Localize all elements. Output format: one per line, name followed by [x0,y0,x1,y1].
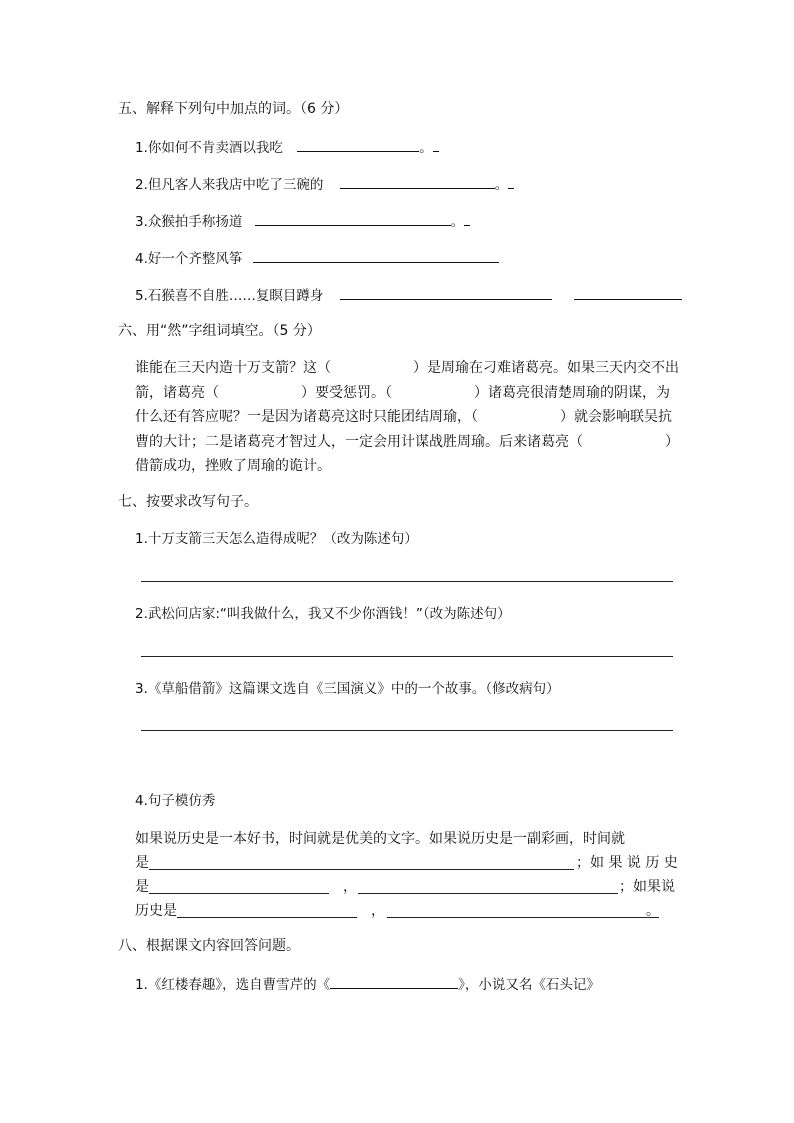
s7-answer-line-1[interactable] [141,581,673,582]
s5-item-3-blank[interactable] [255,211,451,226]
section-6-title: 六、用“然”字组词填空。（5 分） [118,323,321,339]
s7-imitate-blank-1[interactable] [149,869,574,870]
s8-item-1: 1.《红楼春趣》，选自曹雪芹的《 》，小说又名《石头记》 [135,974,600,994]
s5-item-2-text: 2.但凡客人来我店中吃了三碗的 [135,177,324,193]
s7-imitate-hist: 历史是 [135,903,177,919]
s5-item-4-text: 4.好一个齐整风筝 [135,251,243,267]
s5-item-5-text: 5.石猴喜不自胜……复瞑目蹲身 [135,288,324,304]
s7-imitate-blank-3[interactable] [358,893,618,894]
s5-item-1-blank[interactable] [297,137,419,152]
s7-imitate-blank-5[interactable] [387,917,659,918]
s8-item-1-blank[interactable] [330,974,458,989]
s7-item-1: 1.十万支箭三天怎么造得成呢？（改为陈述句） [135,531,418,547]
s7-imitate-is-2: 是 [135,879,149,895]
s7-imitate-blank-2[interactable] [149,893,329,894]
s6-line-3: 什么还有答应呢？一是因为诸葛亮这时只能团结周瑜，（ ）就会影响联吴抗 [135,409,672,425]
s5-item-2: 2.但凡客人来我店中吃了三碗的 。 [135,174,514,194]
s7-imitate-is-1: 是 [135,855,149,871]
s5-item-4-blank[interactable] [253,248,499,263]
s7-imitate-period: 。 [646,903,660,919]
s6-line-1: 谁能在三天内造十万支箭？这（ ）是周瑜在刁难诸葛亮。如果三天内交不出 [135,360,679,376]
s7-answer-line-2[interactable] [141,656,673,657]
s5-item-4 [135,248,499,268]
s7-imitate-blank-4[interactable] [177,917,357,918]
s7-item-2: 2.武松问店家:“叫我做什么，我又不少你酒钱！”（改为陈述句） [135,606,511,622]
s5-item-1: 1.你如何不肯卖酒以我吃 。 [135,137,439,157]
section-7-title: 七、按要求改写句子。 [118,494,258,510]
s7-answer-line-3[interactable] [141,730,673,731]
s7-imitate-semi-1: ；如 果 说 历 史 [576,855,678,871]
s6-line-5: 借箭成功，挫败了周瑜的诡计。 [135,458,331,474]
s7-item-3: 3.《草船借箭》这篇课文选自《三国演义》中的一个故事。（修改病句） [135,681,560,697]
section-8-title: 八、根据课文内容回答问题。 [118,938,300,954]
s6-line-4: 曹的大计；二是诸葛亮才智过人，一定会用计谋战胜周瑜。后来诸葛亮（ ） [135,433,679,450]
s5-item-3-text: 3.众猴拍手称扬道 [135,214,243,230]
s5-item-3: 3.众猴拍手称扬道 。 [135,211,470,231]
s6-paragraph [135,356,679,479]
s7-imitate-semi-2: ；如果说 [619,879,675,895]
s6-line-2: 箭，诸葛亮（ ）要受惩罚。（ ）诸葛亮很清楚周瑜的阴谋，为 [135,384,670,401]
s7-imitate-comma-2: ， [371,903,385,919]
s5-item-2-blank[interactable] [340,174,495,189]
s7-imitate-comma-1: ， [343,879,357,895]
s5-item-5-blank-2[interactable] [574,285,682,300]
s7-imitate-line-1: 如果说历史是一本好书，时间就是优美的文字。如果说历史是一副彩画，时间就 [135,831,625,847]
s5-item-5 [135,285,682,305]
s7-item-4: 4.句子模仿秀 [135,793,216,809]
s5-item-5-blank-1[interactable] [340,285,552,300]
s5-item-1-text: 1.你如何不肯卖酒以我吃 [135,140,283,156]
section-5-title: 五、解释下列句中加点的词。（6 分） [118,101,349,117]
